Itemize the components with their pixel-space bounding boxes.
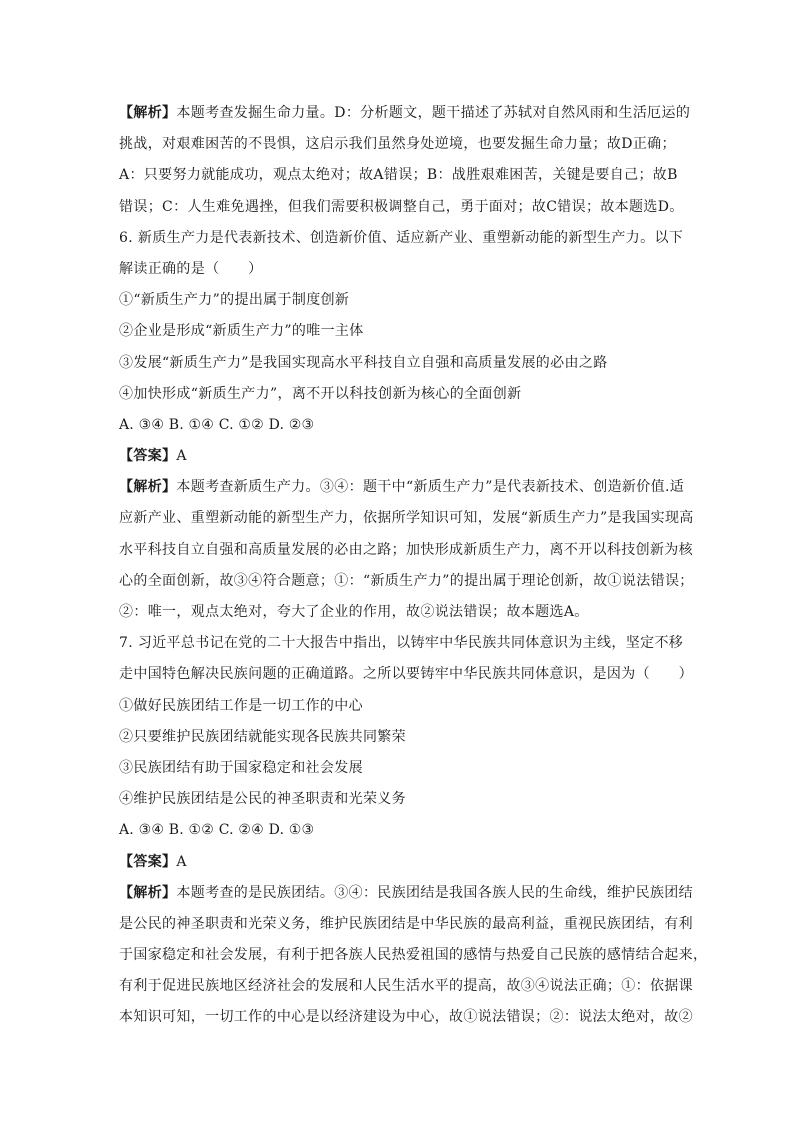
text-line: ②只要维护民族团结就能实现各民族共同繁荣: [119, 728, 406, 745]
text-line: 错误；C：人生难免遇挫，但我们需要积极调整自己，勇于面对；故C错误；故本题选D。: [119, 198, 684, 215]
section-label: 【答案】: [119, 853, 177, 870]
text-line: A. ③④ B. ①④ C. ①② D. ②③: [119, 416, 315, 433]
text-line: ①做好民族团结工作是一切工作的中心: [119, 697, 363, 714]
text-line: [119, 472, 689, 503]
text-line: 水平科技自立自强和高质量发展的必由之路；加快形成新质生产力，离不开以科技创新为核: [119, 541, 693, 558]
text-line: ③发展“新质生产力”是我国实现高水平科技自立自强和高质量发展的必由之路: [119, 354, 608, 371]
text-line: ①“新质生产力”的提出属于制度创新: [119, 292, 350, 309]
text-line: 是公民的神圣职责和光荣义务，维护民族团结是中华民族的最高利益，重视民族团结，有利: [119, 915, 693, 932]
text-line: ④维护民族团结是公民的神圣职责和光荣义务: [119, 791, 406, 808]
text-line: 应新产业、重塑新动能的新型生产力，依据所学知识可知，发展“新质生产力”是我国实现高: [119, 510, 694, 527]
text-line: [119, 441, 689, 472]
text-line: ④加快形成“新质生产力”，离不开以科技创新为核心的全面创新: [119, 385, 522, 402]
text-line: 有利于促进民族地区经济社会的发展和人民生活水平的提高，故③④说法正确；①：依据课: [119, 978, 693, 995]
text-line: 挑战，对艰难困苦的不畏惧，这启示我们虽然身处逆境，也要发掘生命力量；故D正确；: [119, 136, 676, 153]
line-text: A: [176, 853, 187, 870]
text-line: A. ③④ B. ①② C. ②④ D. ①③: [119, 822, 315, 839]
text-line: [119, 847, 689, 878]
text-line: 心的全面创新，故③④符合题意；①：“新质生产力”的提出属于理论创新，故①说法错误；: [119, 572, 694, 589]
section-label: 【解析】: [119, 884, 177, 901]
text-line: ②企业是形成“新质生产力”的唯一主体: [119, 323, 364, 340]
text-line: 本知识可知，一切工作的中心是以经济建设为中心，故①说法错误；②：说法太绝对，故②: [119, 1009, 693, 1026]
text-line: [119, 98, 689, 129]
document-body: [119, 98, 708, 1034]
text-line: 7. 习近平总书记在党的二十大报告中指出，以铸牢中华民族共同体意识为主线，坚定不移: [119, 635, 684, 652]
line-text: 本题考查新质生产力。③④：题干中“新质生产力”是代表新技术、创造新价值.适: [176, 479, 685, 496]
line-text: 本题考查发掘生命力量。D：分析题文，题干描述了苏轼对自然风雨和生活厄运的: [176, 105, 691, 121]
section-label: 【答案】: [119, 448, 177, 465]
text-line: ②：唯一，观点太绝对，夸大了企业的作用，故②说法错误；故本题选A。: [119, 604, 589, 620]
line-text: A: [176, 448, 187, 465]
text-line: 6. 新质生产力是代表新技术、创造新价值、适应新产业、重塑新动能的新型生产力。以下: [119, 229, 684, 246]
section-label: 【解析】: [119, 105, 177, 121]
text-line: [119, 878, 694, 909]
line-text: 本题考查的是民族团结。③④：民族团结是我国各族人民的生命线，维护民族团结: [176, 884, 694, 901]
section-label: 【解析】: [119, 479, 177, 496]
text-line: 走中国特色解决民族问题的正确道路。之所以要铸牢中华民族共同体意识，是因为（ ）: [119, 666, 693, 683]
text-line: ③民族团结有助于国家稳定和社会发展: [119, 759, 363, 776]
text-line: A：只要努力就能成功，观点太绝对；故A错误；B：战胜艰难困苦，关键是要自己；故B: [119, 167, 678, 184]
text-line: 解读正确的是（ ）: [119, 260, 263, 277]
text-line: 于国家稳定和社会发展，有利于把各族人民热爱祖国的感情与热爱自己民族的感情结合起来，: [119, 947, 708, 964]
